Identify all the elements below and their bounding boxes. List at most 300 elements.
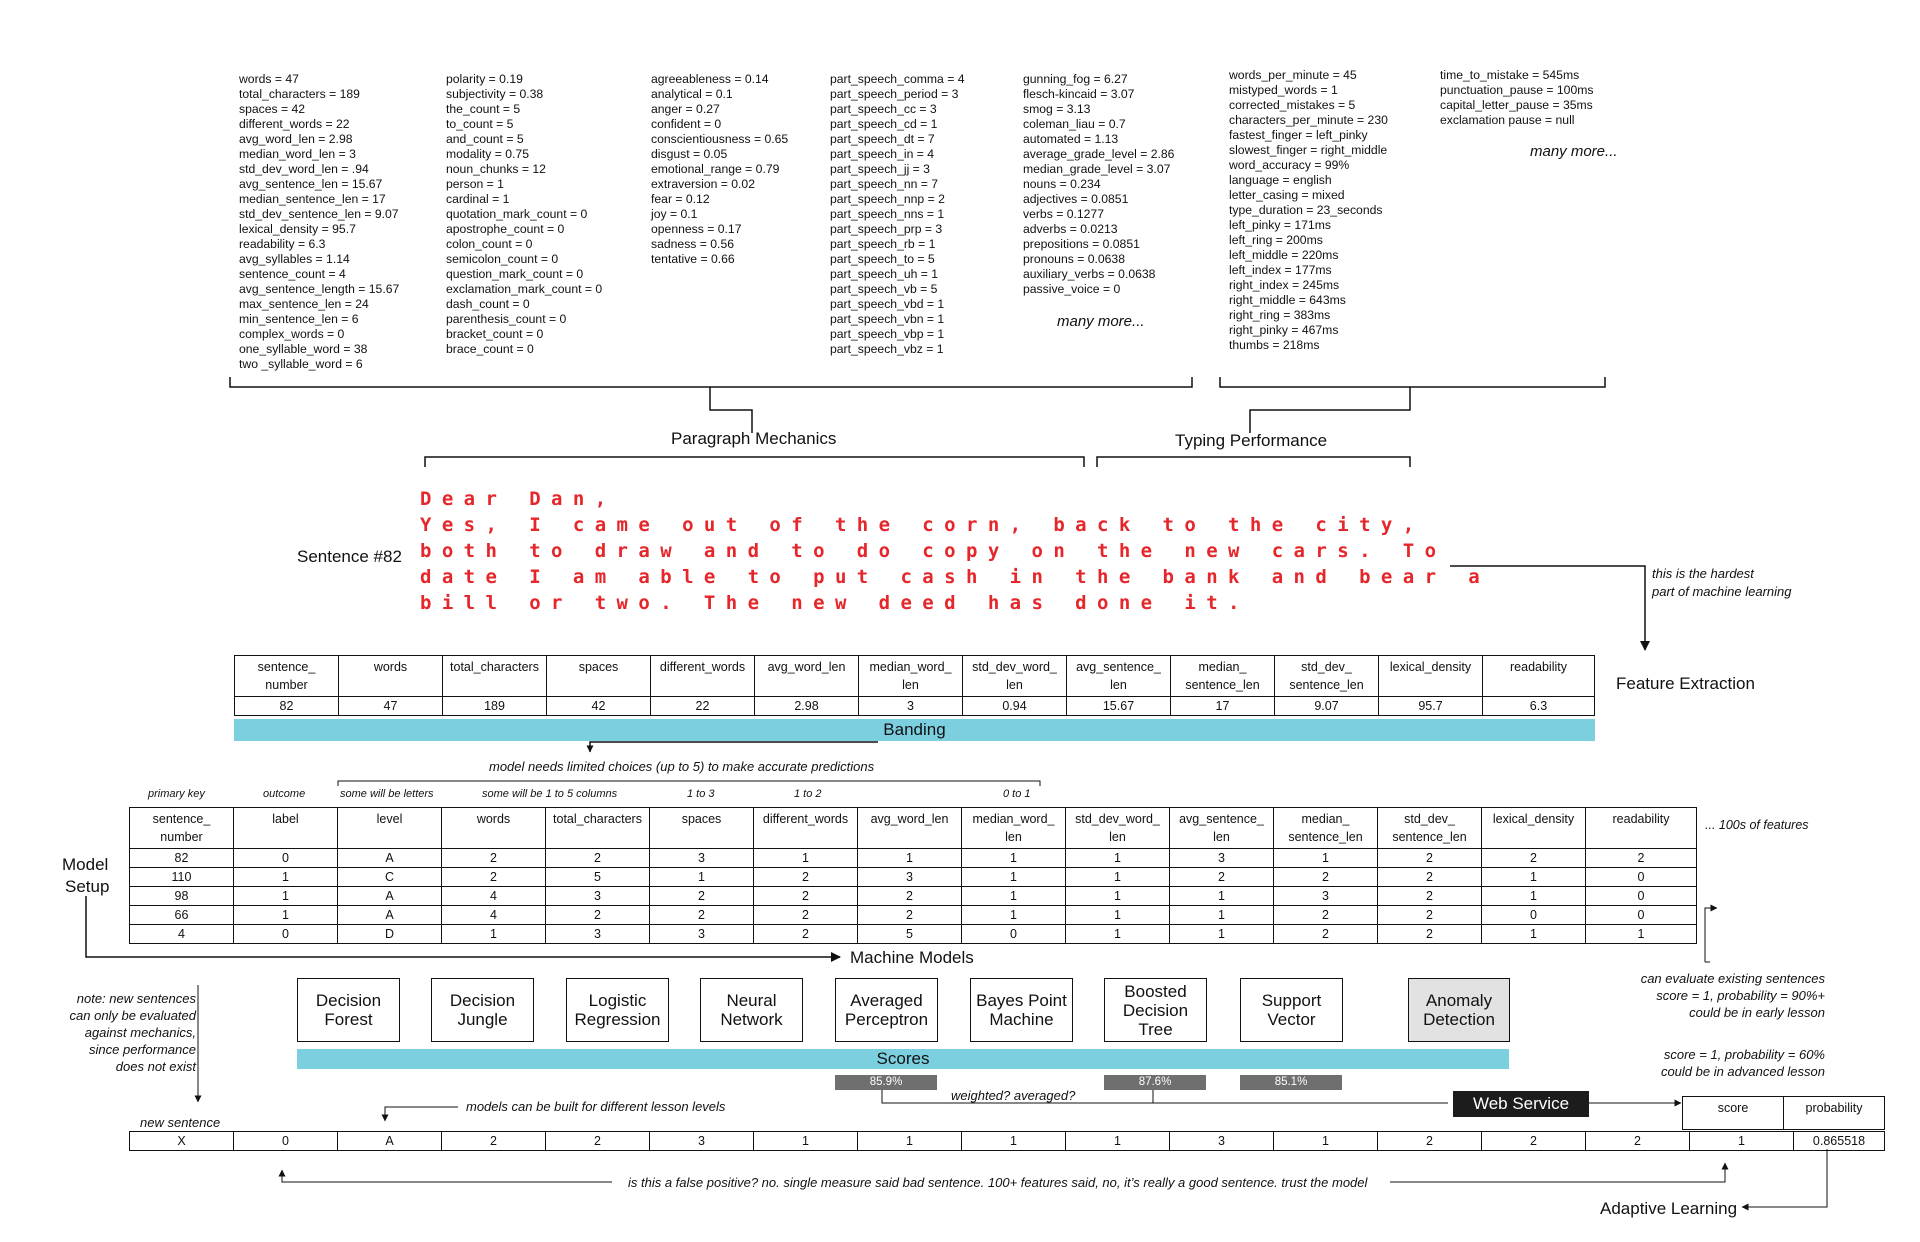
table-cell: 2 — [1378, 925, 1482, 944]
feature-item: characters_per_minute = 230 — [1229, 113, 1388, 127]
table-cell: 1 — [1066, 868, 1170, 887]
table-cell: 3 — [650, 1132, 754, 1151]
table-cell: X — [130, 1132, 234, 1151]
feature-extraction-label: Feature Extraction — [1616, 674, 1755, 693]
feature-item: part_speech_vbd = 1 — [830, 297, 945, 311]
web-service-box: Web Service — [1453, 1091, 1589, 1117]
table-cell: 4 — [130, 925, 234, 944]
feature-item: to_count = 5 — [446, 117, 514, 131]
table-cell: 1 — [962, 849, 1066, 868]
feature-item: passive_voice = 0 — [1023, 282, 1121, 296]
feature-item: prepositions = 0.0851 — [1023, 237, 1140, 251]
feature-item: sadness = 0.56 — [651, 237, 735, 251]
table-cell: 0.94 — [963, 697, 1067, 716]
feature-item: min_sentence_len = 6 — [239, 312, 359, 326]
score-averaged-perceptron: 85.9% — [835, 1075, 937, 1090]
feature-item: readability = 6.3 — [239, 237, 326, 251]
hardest-note-1: this is the hardest — [1652, 566, 1754, 581]
table-cell: 1 — [1586, 925, 1697, 944]
column-header: readability — [1483, 656, 1595, 697]
table-cell: 1 — [1274, 849, 1378, 868]
hundreds-features-note: ... 100s of features — [1705, 818, 1809, 832]
feature-item: std_dev_word_len = .94 — [239, 162, 369, 176]
column-header: words — [339, 656, 443, 697]
table-row — [130, 887, 1697, 906]
feature-item: left_ring = 200ms — [1229, 233, 1323, 247]
feature-item: anger = 0.27 — [651, 102, 720, 116]
table-cell: 2 — [1482, 1132, 1586, 1151]
table-cell: 2 — [1378, 887, 1482, 906]
feature-item: apostrophe_count = 0 — [446, 222, 565, 236]
table-row — [130, 1132, 1885, 1151]
feature-item: slowest_finger = right_middle — [1229, 143, 1388, 157]
column-header: sentence_ number — [235, 656, 339, 697]
model-box-decision: Decision Jungle — [431, 978, 534, 1042]
table-cell: 2 — [858, 887, 962, 906]
column-header: std_dev_word_ len — [963, 656, 1067, 697]
table-cell: 2 — [442, 849, 546, 868]
column-header: spaces — [650, 808, 754, 849]
range-1-2-note: 1 to 2 — [794, 788, 822, 800]
feature-item: spaces = 42 — [239, 102, 306, 116]
choices-brace — [338, 781, 1040, 786]
table-cell: 0 — [1586, 868, 1697, 887]
table-cell: 110 — [130, 868, 234, 887]
table-cell: 82 — [130, 849, 234, 868]
feature-item: coleman_liau = 0.7 — [1023, 117, 1126, 131]
column-header: avg_word_len — [858, 808, 962, 849]
feature-list-readability — [1023, 72, 1174, 297]
table-cell: 3 — [546, 887, 650, 906]
column-header: median_ sentence_len — [1171, 656, 1275, 697]
table-cell: 4 — [442, 906, 546, 925]
table-cell: 1 — [650, 868, 754, 887]
feature-item: right_ring = 383ms — [1229, 308, 1331, 322]
feature-item: part_speech_vbz = 1 — [830, 342, 944, 356]
table-cell: 3 — [650, 925, 754, 944]
feature-item: part_speech_cc = 3 — [830, 102, 937, 116]
table-cell: 95.7 — [1379, 697, 1483, 716]
feature-item: part_speech_to = 5 — [830, 252, 935, 266]
feature-item: part_speech_comma = 4 — [830, 72, 965, 86]
score-header-table — [1682, 1096, 1885, 1130]
new-sentence-note: note: new sentences can only be evaluated against mechanics, since performance does not exist — [69, 991, 196, 1074]
table-cell: 1 — [754, 849, 858, 868]
banding-arrow — [590, 742, 878, 752]
feature-item: lexical_density = 95.7 — [239, 222, 356, 236]
evaluate-advanced-note: score = 1, probability = 60% could be in advanced lesson — [1660, 1047, 1825, 1079]
feature-item: part_speech_nns = 1 — [830, 207, 945, 221]
levels-arrow — [385, 1107, 458, 1121]
table-cell: 1 — [754, 1132, 858, 1151]
column-header: total_characters — [546, 808, 650, 849]
sentence-label: Sentence #82 — [297, 547, 402, 566]
table-cell: 2 — [546, 906, 650, 925]
table-cell: 1 — [1690, 1132, 1794, 1151]
feature-item: polarity = 0.19 — [446, 72, 523, 86]
table-cell: 0.865518 — [1794, 1132, 1885, 1151]
feature-item: emotional_range = 0.79 — [651, 162, 780, 176]
feature-item: median_word_len = 3 — [239, 147, 356, 161]
typing-bracket — [1097, 457, 1410, 467]
typing-brace-stem — [1250, 387, 1410, 433]
table-cell: 2 — [1170, 868, 1274, 887]
table-cell: 2 — [546, 849, 650, 868]
table-row — [130, 925, 1697, 944]
feature-item: avg_sentence_len = 15.67 — [239, 177, 383, 191]
feature-item: avg_word_len = 2.98 — [239, 132, 353, 146]
many-more-mechanics: many more... — [1057, 313, 1145, 330]
table-cell: 3 — [546, 925, 650, 944]
model-box-decision: Decision Forest — [297, 978, 400, 1042]
feature-item: dash_count = 0 — [446, 297, 530, 311]
evaluate-existing-note: can evaluate existing sentences score = 1, probability = 90%+ could be in early lesson — [1640, 971, 1825, 1020]
model-setup-table — [129, 807, 1697, 944]
table-cell: 2 — [858, 906, 962, 925]
feature-item: modality = 0.75 — [446, 147, 529, 161]
feature-item: part_speech_vbp = 1 — [830, 327, 945, 341]
feature-extraction-table — [234, 655, 1595, 716]
model-box-logistic: Logistic Regression — [566, 978, 669, 1042]
feature-item: question_mark_count = 0 — [446, 267, 584, 281]
table-cell: 0 — [234, 1132, 338, 1151]
banding-bar: Banding — [234, 719, 1595, 741]
table-cell: 0 — [234, 925, 338, 944]
table-cell: 1 — [234, 868, 338, 887]
false-positive-note: is this a false positive? no. single measure said bad sentence. 100+ features said, no, it’s really a good sentence. trust the model — [628, 1175, 1368, 1190]
feature-item: part_speech_vb = 5 — [830, 282, 938, 296]
limited-choices-note: model needs limited choices (up to 5) to make accurate predictions — [489, 759, 875, 774]
table-cell: 2 — [442, 868, 546, 887]
feature-item: max_sentence_len = 24 — [239, 297, 369, 311]
column-header: median_word_ len — [859, 656, 963, 697]
feature-list-part-speech — [830, 72, 964, 357]
table-row — [130, 849, 1697, 868]
table-cell: 3 — [1170, 1132, 1274, 1151]
table-cell: 1 — [1482, 887, 1586, 906]
table-cell: 82 — [235, 697, 339, 716]
feature-item: left_middle = 220ms — [1229, 248, 1339, 262]
range-1-3-note: 1 to 3 — [687, 788, 715, 800]
table-cell: 2 — [1378, 1132, 1482, 1151]
table-cell: 1 — [1274, 1132, 1378, 1151]
outcome-note: outcome — [263, 788, 306, 800]
column-header: avg_sentence_ len — [1067, 656, 1171, 697]
table-cell: 3 — [650, 849, 754, 868]
feedback-arrow — [1705, 908, 1717, 962]
hardest-note-2: part of machine learning — [1652, 584, 1792, 599]
column-header: lexical_density — [1379, 656, 1483, 697]
feature-item: part_speech_prp = 3 — [830, 222, 943, 236]
table-cell: 1 — [962, 887, 1066, 906]
feature-item: part_speech_vbn = 1 — [830, 312, 945, 326]
table-cell: 2 — [442, 1132, 546, 1151]
table-cell: 1 — [1066, 906, 1170, 925]
table-cell: 42 — [547, 697, 651, 716]
table-cell: 15.67 — [1067, 697, 1171, 716]
table-cell: 0 — [1586, 906, 1697, 925]
table-cell: 2 — [1378, 906, 1482, 925]
table-cell: A — [338, 887, 442, 906]
model-box-neural: Neural Network — [700, 978, 803, 1042]
table-cell: 17 — [1171, 697, 1275, 716]
feature-item: nouns = 0.234 — [1023, 177, 1101, 191]
feature-item: complex_words = 0 — [239, 327, 345, 341]
feature-item: agreeableness = 0.14 — [651, 72, 769, 86]
feature-item: capital_letter_pause = 35ms — [1440, 98, 1593, 112]
fp-arrow-left — [282, 1170, 612, 1182]
model-box-support: Support Vector — [1240, 978, 1343, 1042]
table-cell: 6.3 — [1483, 697, 1595, 716]
primary-key-note: primary key — [148, 788, 205, 800]
feature-item: tentative = 0.66 — [651, 252, 735, 266]
columns-note: some will be 1 to 5 columns — [482, 788, 618, 800]
feature-item: adverbs = 0.0213 — [1023, 222, 1118, 236]
feature-item: part_speech_in = 4 — [830, 147, 935, 161]
feature-item: bracket_count = 0 — [446, 327, 544, 341]
feature-item: part_speech_nnp = 2 — [830, 192, 945, 206]
adaptive-arrow — [1742, 1149, 1827, 1207]
table-cell: 1 — [962, 868, 1066, 887]
table-cell: 3 — [859, 697, 963, 716]
table-cell: 0 — [962, 925, 1066, 944]
feature-item: automated = 1.13 — [1023, 132, 1119, 146]
table-cell: 1 — [1066, 887, 1170, 906]
typing-brace — [1220, 377, 1605, 387]
column-header: avg_sentence_ len — [1170, 808, 1274, 849]
table-cell: 2 — [1378, 849, 1482, 868]
table-cell: 1 — [1066, 925, 1170, 944]
feature-item: different_words = 22 — [239, 117, 350, 131]
feature-item: the_count = 5 — [446, 102, 521, 116]
feature-item: mistyped_words = 1 — [1229, 83, 1338, 97]
table-cell: 2 — [754, 906, 858, 925]
feature-item: brace_count = 0 — [446, 342, 534, 356]
table-cell: 1 — [1066, 849, 1170, 868]
table-cell: 0 — [1586, 887, 1697, 906]
feature-item: extraversion = 0.02 — [651, 177, 755, 191]
table-row — [235, 697, 1595, 716]
table-cell: D — [338, 925, 442, 944]
mechanics-brace — [230, 377, 1192, 387]
model-setup-label-2: Setup — [65, 877, 110, 896]
feature-item: one_syllable_word = 38 — [239, 342, 368, 356]
column-header: median_word_ len — [962, 808, 1066, 849]
feature-item: right_middle = 643ms — [1229, 293, 1346, 307]
lesson-levels-note: models can be built for different lesson levels — [466, 1099, 726, 1114]
feature-item: verbs = 0.1277 — [1023, 207, 1104, 221]
paragraph-mechanics-label: Paragraph Mechanics — [671, 429, 837, 448]
feature-item: cardinal = 1 — [446, 192, 510, 206]
table-cell: 2 — [1378, 868, 1482, 887]
score-support-vector: 85.1% — [1240, 1075, 1342, 1090]
table-cell: 189 — [443, 697, 547, 716]
table-cell: 1 — [858, 849, 962, 868]
column-header: std_dev_ sentence_len — [1378, 808, 1482, 849]
feature-item: punctuation_pause = 100ms — [1440, 83, 1594, 97]
column-header: total_characters — [443, 656, 547, 697]
table-cell: 5 — [858, 925, 962, 944]
feature-item: colon_count = 0 — [446, 237, 533, 251]
probability-header: probability — [1784, 1097, 1885, 1130]
table-cell: 1 — [234, 906, 338, 925]
table-cell: 1 — [858, 1132, 962, 1151]
many-more-typing: many more... — [1530, 143, 1618, 160]
table-cell: 1 — [1170, 925, 1274, 944]
feature-item: average_grade_level = 2.86 — [1023, 147, 1175, 161]
table-cell: 2 — [1586, 1132, 1690, 1151]
table-cell: 1 — [234, 887, 338, 906]
table-cell: 3 — [1274, 887, 1378, 906]
feature-item: and_count = 5 — [446, 132, 524, 146]
mechanics-brace-stem — [710, 387, 752, 433]
feature-item: part_speech_dt = 7 — [830, 132, 935, 146]
column-header: lexical_density — [1482, 808, 1586, 849]
table-row — [130, 906, 1697, 925]
table-cell: 4 — [442, 887, 546, 906]
table-cell: 47 — [339, 697, 443, 716]
model-box-averaged: Averaged Perceptron — [835, 978, 938, 1042]
feature-item: two _syllable_word = 6 — [239, 357, 363, 371]
feature-item: part_speech_period = 3 — [830, 87, 959, 101]
feature-item: words = 47 — [239, 72, 299, 86]
table-cell: 1 — [962, 906, 1066, 925]
feature-item: language = english — [1229, 173, 1332, 187]
feature-list-basic — [239, 72, 399, 372]
feature-item: sentence_count = 4 — [239, 267, 346, 281]
range-0-1-note: 0 to 1 — [1003, 788, 1031, 800]
feature-item: adjectives = 0.0851 — [1023, 192, 1129, 206]
feature-list-typing — [1229, 68, 1388, 353]
feature-item: median_grade_level = 3.07 — [1023, 162, 1171, 176]
table-cell: 1 — [442, 925, 546, 944]
column-header: std_dev_ sentence_len — [1275, 656, 1379, 697]
feature-item: std_dev_sentence_len = 9.07 — [239, 207, 399, 221]
feature-item: quotation_mark_count = 0 — [446, 207, 588, 221]
column-header: std_dev_word_ len — [1066, 808, 1170, 849]
feature-item: left_index = 177ms — [1229, 263, 1332, 277]
feature-item: semicolon_count = 0 — [446, 252, 559, 266]
table-cell: 2 — [650, 906, 754, 925]
feature-item: person = 1 — [446, 177, 504, 191]
feature-item: thumbs = 218ms — [1229, 338, 1320, 352]
feature-list-pauses — [1440, 68, 1593, 128]
table-cell: 3 — [1170, 849, 1274, 868]
table-cell: 2 — [1274, 868, 1378, 887]
feature-item: fastest_finger = left_pinky — [1229, 128, 1368, 142]
feature-item: confident = 0 — [651, 117, 722, 131]
table-cell: 2 — [1274, 906, 1378, 925]
table-cell: 2 — [1586, 849, 1697, 868]
table-cell: 2 — [1274, 925, 1378, 944]
feature-item: corrected_mistakes = 5 — [1229, 98, 1356, 112]
feature-item: part_speech_rb = 1 — [830, 237, 936, 251]
sentence-text: Dear Dan, Yes, I came out of the corn, back to the city, both to draw and to do copy on the new cars. To date I am able to put cash in the bank and bear a bill or two. The new deed has done it. — [420, 488, 1491, 614]
feature-item: total_characters = 189 — [239, 87, 360, 101]
table-cell: 9.07 — [1275, 697, 1379, 716]
score-header: score — [1683, 1097, 1784, 1130]
table-cell: 2 — [754, 887, 858, 906]
column-header: readability — [1586, 808, 1697, 849]
mechanics-bracket — [425, 457, 1084, 467]
table-cell: 2 — [546, 1132, 650, 1151]
scores-bar: Scores — [297, 1049, 1509, 1069]
feature-item: right_pinky = 467ms — [1229, 323, 1339, 337]
feature-item: avg_sentence_length = 15.67 — [239, 282, 400, 296]
table-row — [130, 868, 1697, 887]
table-cell: 1 — [1170, 906, 1274, 925]
model-box-bayes-point: Bayes Point Machine — [970, 978, 1073, 1042]
feature-item: fear = 0.12 — [651, 192, 710, 206]
feature-item: exclamation pause = null — [1440, 113, 1575, 127]
table-cell: 2 — [650, 887, 754, 906]
adaptive-learning-label: Adaptive Learning — [1600, 1199, 1738, 1218]
new-sentence-table — [129, 1131, 1885, 1151]
column-header: median_ sentence_len — [1274, 808, 1378, 849]
typing-performance-label: Typing Performance — [1175, 431, 1328, 450]
feature-item: openness = 0.17 — [651, 222, 742, 236]
table-cell: 1 — [962, 1132, 1066, 1151]
table-cell: 1 — [1066, 1132, 1170, 1151]
table-cell: 98 — [130, 887, 234, 906]
table-cell: 2.98 — [755, 697, 859, 716]
weighted-note: weighted? averaged? — [951, 1088, 1076, 1103]
column-header: different_words — [651, 656, 755, 697]
table-cell: 1 — [1482, 868, 1586, 887]
model-box-anomaly: Anomaly Detection — [1408, 978, 1510, 1042]
feature-item: part_speech_uh = 1 — [830, 267, 939, 281]
feature-item: parenthesis_count = 0 — [446, 312, 567, 326]
feature-item: letter_casing = mixed — [1229, 188, 1345, 202]
model-setup-label-1: Model — [62, 855, 109, 874]
table-cell: 1 — [1170, 887, 1274, 906]
feature-item: part_speech_nn = 7 — [830, 177, 939, 191]
feature-item: exclamation_mark_count = 0 — [446, 282, 603, 296]
model-box-boosted: Boosted Decision Tree — [1104, 978, 1207, 1042]
feature-item: smog = 3.13 — [1023, 102, 1091, 116]
feature-item: joy = 0.1 — [651, 207, 698, 221]
column-header: sentence_ number — [130, 808, 234, 849]
feature-item: words_per_minute = 45 — [1229, 68, 1357, 82]
feature-item: time_to_mistake = 545ms — [1440, 68, 1580, 82]
feature-item: word_accuracy = 99% — [1229, 158, 1350, 172]
feature-item: median_sentence_len = 17 — [239, 192, 386, 206]
feature-item: conscientiousness = 0.65 — [651, 132, 789, 146]
table-cell: 2 — [754, 868, 858, 887]
table-cell: 2 — [1482, 849, 1586, 868]
feature-item: pronouns = 0.0638 — [1023, 252, 1125, 266]
feature-item: part_speech_cd = 1 — [830, 117, 938, 131]
letters-note: some will be letters — [340, 788, 434, 800]
table-cell: A — [338, 1132, 442, 1151]
table-cell: 2 — [754, 925, 858, 944]
feature-item: avg_syllables = 1.14 — [239, 252, 350, 266]
feature-item: right_index = 245ms — [1229, 278, 1340, 292]
table-cell: C — [338, 868, 442, 887]
feature-item: flesch-kincaid = 3.07 — [1023, 87, 1135, 101]
feature-item: left_pinky = 171ms — [1229, 218, 1331, 232]
feature-item: part_speech_jj = 3 — [830, 162, 930, 176]
feature-item: disgust = 0.05 — [651, 147, 728, 161]
feature-item: subjectivity = 0.38 — [446, 87, 544, 101]
feature-item: analytical = 0.1 — [651, 87, 733, 101]
table-cell: A — [338, 906, 442, 925]
feature-list-tone — [651, 72, 788, 267]
table-cell: A — [338, 849, 442, 868]
machine-models-label: Machine Models — [850, 948, 974, 967]
table-cell: 0 — [234, 849, 338, 868]
fp-arrow-right — [1390, 1163, 1725, 1182]
